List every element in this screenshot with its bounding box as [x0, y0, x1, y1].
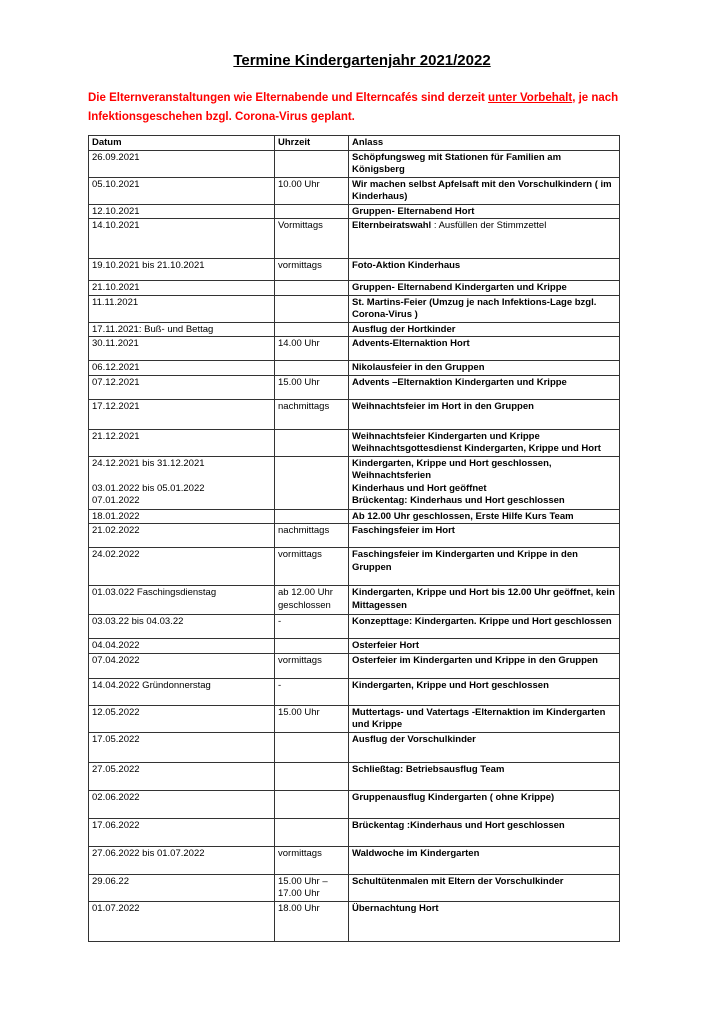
time-cell [275, 204, 349, 219]
time-cell: vormittags [275, 259, 349, 281]
event-cell: Kindergarten, Krippe und Hort geschlossen [349, 678, 620, 705]
time-cell: nachmittags [275, 399, 349, 429]
table-row [89, 653, 620, 678]
table-row [89, 615, 620, 639]
schedule-table [88, 135, 620, 942]
header-anlass: Anlass [349, 136, 620, 151]
time-cell: Vormittags [275, 219, 349, 259]
time-cell: vormittags [275, 548, 349, 586]
event-cell: Brückentag :Kinderhaus und Hort geschlossen [349, 818, 620, 846]
table-row [89, 150, 620, 177]
date-cell: 18.01.2022 [89, 509, 275, 524]
time-cell: nachmittags [275, 524, 349, 548]
table-body [89, 150, 620, 941]
event-cell: Ab 12.00 Uhr geschlossen, Erste Hilfe Kurs Team [349, 509, 620, 524]
date-cell: 17.06.2022 [89, 818, 275, 846]
date-cell: 11.11.2021 [89, 295, 275, 322]
table-row [89, 548, 620, 586]
date-cell: 24.02.2022 [89, 548, 275, 586]
date-cell: 01.03.022 Faschingsdienstag [89, 586, 275, 615]
event-extra: : Ausfüllen der Stimmzettel [431, 220, 547, 231]
date-cell: 21.12.2021 [89, 429, 275, 456]
time-cell [275, 150, 349, 177]
event-cell: Muttertags- und Vatertags -Elternaktion im Kindergarten und Krippe [349, 705, 620, 732]
table-row [89, 281, 620, 296]
table-row [89, 509, 620, 524]
table-row [89, 177, 620, 204]
event-cell: Schöpfungsweg mit Stationen für Familien am Königsberg [349, 150, 620, 177]
event-cell: Advents –Elternaktion Kindergarten und Krippe [349, 375, 620, 399]
table-header-row [89, 136, 620, 151]
table-row [89, 705, 620, 732]
header-uhrzeit: Uhrzeit [275, 136, 349, 151]
table-row [89, 429, 620, 456]
event-cell: Faschingsfeier im Kindergarten und Krippe in den Gruppen [349, 548, 620, 586]
event-cell: Osterfeier im Kindergarten und Krippe in den Gruppen [349, 653, 620, 678]
event-cell: Gruppenausflug Kindergarten ( ohne Krippe) [349, 790, 620, 818]
event-cell: St. Martins-Feier (Umzug je nach Infektions-Lage bzgl. Corona-Virus ) [349, 295, 620, 322]
event-cell: Gruppen- Elternabend Hort [349, 204, 620, 219]
date-cell: 19.10.2021 bis 21.10.2021 [89, 259, 275, 281]
table-row [89, 874, 620, 901]
date-cell: 02.06.2022 [89, 790, 275, 818]
time-cell [275, 361, 349, 376]
table-row [89, 846, 620, 874]
table-row [89, 524, 620, 548]
table-row [89, 586, 620, 615]
time-cell [275, 295, 349, 322]
event-cell: Ausflug der Vorschulkinder [349, 732, 620, 762]
event-cell: Übernachtung Hort [349, 901, 620, 941]
event-cell: Weihnachtsfeier im Hort in den Gruppen [349, 399, 620, 429]
table-row [89, 337, 620, 361]
time-cell: 15.00 Uhr [275, 705, 349, 732]
time-cell [275, 456, 349, 509]
date-cell: 04.04.2022 [89, 639, 275, 654]
time-cell: 15.00 Uhr – 17.00 Uhr [275, 874, 349, 901]
date-cell: 24.12.2021 bis 31.12.2021 03.01.2022 bis 05.01.2022 07.01.2022 [89, 456, 275, 509]
date-cell: 26.09.2021 [89, 150, 275, 177]
table-row [89, 259, 620, 281]
time-cell: 15.00 Uhr [275, 375, 349, 399]
date-cell: 12.10.2021 [89, 204, 275, 219]
table-row [89, 361, 620, 376]
date-cell: 14.10.2021 [89, 219, 275, 259]
table-row [89, 818, 620, 846]
notice-underlined: unter Vorbehalt [488, 92, 573, 104]
date-cell: 14.04.2022 Gründonnerstag [89, 678, 275, 705]
date-cell: 12.05.2022 [89, 705, 275, 732]
time-cell [275, 322, 349, 337]
event-cell: Elternbeiratswahl : Ausfüllen der Stimmzettel [349, 219, 620, 259]
date-cell: 17.05.2022 [89, 732, 275, 762]
date-cell: 27.06.2022 bis 01.07.2022 [89, 846, 275, 874]
event-cell: Kindergarten, Krippe und Hort bis 12.00 Uhr geöffnet, kein Mittagessen [349, 586, 620, 615]
table-row [89, 678, 620, 705]
date-cell: 03.03.22 bis 04.03.22 [89, 615, 275, 639]
date-cell: 21.02.2022 [89, 524, 275, 548]
table-row [89, 219, 620, 259]
table-row [89, 790, 620, 818]
table-row [89, 762, 620, 790]
event-cell: Ausflug der Hortkinder [349, 322, 620, 337]
time-cell [275, 429, 349, 456]
notice-part1: Die Elternveranstaltungen wie Elternabende und Elterncafés sind derzeit [88, 92, 489, 104]
table-row [89, 456, 620, 509]
event-cell: Kindergarten, Krippe und Hort geschlossen, Weihnachtsferien Kinderhaus und Hort geöffnet Brückentag: Kinderhaus und Hort geschlossen [349, 456, 620, 509]
event-cell: Konzepttage: Kindergarten. Krippe und Hort geschlossen [349, 615, 620, 639]
date-cell: 29.06.22 [89, 874, 275, 901]
table-row [89, 375, 620, 399]
date-cell: 17.12.2021 [89, 399, 275, 429]
table-row [89, 639, 620, 654]
event-cell: Gruppen- Elternabend Kindergarten und Krippe [349, 281, 620, 296]
date-cell: 07.04.2022 [89, 653, 275, 678]
date-cell: 01.07.2022 [89, 901, 275, 941]
time-cell: 10.00 Uhr [275, 177, 349, 204]
time-cell [275, 509, 349, 524]
date-cell: 21.10.2021 [89, 281, 275, 296]
time-cell [275, 818, 349, 846]
table-row [89, 901, 620, 941]
date-cell: 06.12.2021 [89, 361, 275, 376]
table-row [89, 204, 620, 219]
event-cell: Advents-Elternaktion Hort [349, 337, 620, 361]
table-row [89, 322, 620, 337]
date-cell: 17.11.2021: Buß- und Bettag [89, 322, 275, 337]
notice-part2: , je nach Infektionsgeschehen bzgl. Corona-Virus geplant. [88, 92, 619, 123]
event-cell: Osterfeier Hort [349, 639, 620, 654]
notice-text [88, 89, 648, 127]
event-cell: Wir machen selbst Apfelsaft mit den Vorschulkindern ( im Kinderhaus) [349, 177, 620, 204]
table-row [89, 295, 620, 322]
time-cell: vormittags [275, 653, 349, 678]
time-cell: - [275, 615, 349, 639]
time-cell [275, 762, 349, 790]
date-cell: 07.12.2021 [89, 375, 275, 399]
event-cell: Foto-Aktion Kinderhaus [349, 259, 620, 281]
header-datum: Datum [89, 136, 275, 151]
event-cell: Schließtag: Betriebsausflug Team [349, 762, 620, 790]
table-row [89, 399, 620, 429]
date-cell: 05.10.2021 [89, 177, 275, 204]
time-cell [275, 732, 349, 762]
event-cell: Faschingsfeier im Hort [349, 524, 620, 548]
event-cell: Waldwoche im Kindergarten [349, 846, 620, 874]
table-row [89, 732, 620, 762]
event-cell: Nikolausfeier in den Gruppen [349, 361, 620, 376]
time-cell: vormittags [275, 846, 349, 874]
date-cell: 30.11.2021 [89, 337, 275, 361]
date-cell: 27.05.2022 [89, 762, 275, 790]
page-title: Termine Kindergartenjahr 2021/2022 [233, 52, 491, 69]
event-cell: Schultütenmalen mit Eltern der Vorschulkinder [349, 874, 620, 901]
time-cell [275, 790, 349, 818]
event-cell: Weihnachtsfeier Kindergarten und Krippe Weihnachtsgottesdienst Kindergarten, Krippe und Hort [349, 429, 620, 456]
time-cell [275, 281, 349, 296]
time-cell: 18.00 Uhr [275, 901, 349, 941]
time-cell: - [275, 678, 349, 705]
time-cell [275, 639, 349, 654]
time-cell: ab 12.00 Uhr geschlossen [275, 586, 349, 615]
time-cell: 14.00 Uhr [275, 337, 349, 361]
